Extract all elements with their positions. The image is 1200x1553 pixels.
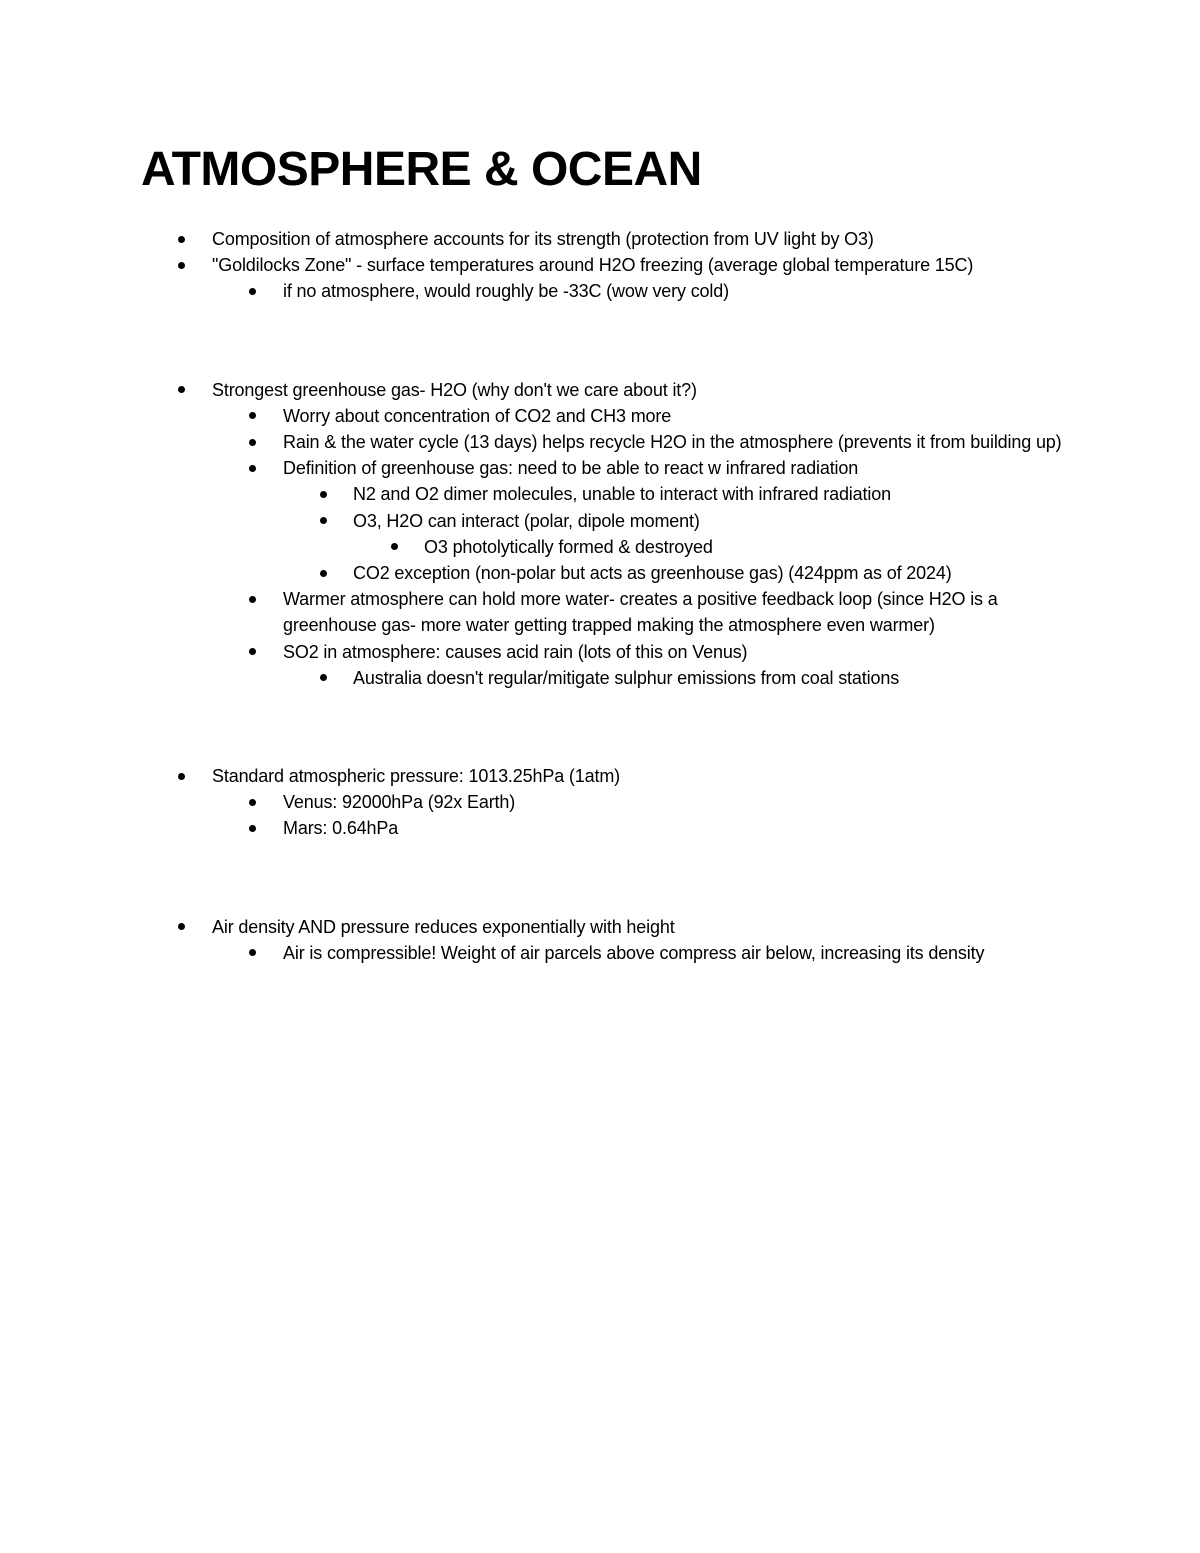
list-item-text: N2 and O2 dimer molecules, unable to interact with infrared radiation xyxy=(353,484,891,505)
bullet-icon xyxy=(249,648,256,655)
list-item xyxy=(0,639,1200,665)
bullet-icon xyxy=(178,386,185,393)
bullet-icon xyxy=(249,465,256,472)
list-item-text: O3, H2O can interact (polar, dipole moment) xyxy=(353,510,700,531)
section-spacer xyxy=(0,842,1200,914)
bullet-icon xyxy=(249,949,256,956)
bullet-icon xyxy=(178,923,185,930)
bullet-icon xyxy=(391,543,398,550)
list-item-text: "Goldilocks Zone" - surface temperatures around H2O freezing (average global temperature 15C) xyxy=(212,255,974,276)
list-item xyxy=(0,815,1200,841)
bullet-icon xyxy=(178,262,185,269)
bullet-icon xyxy=(249,288,256,295)
bullet-icon xyxy=(178,773,185,780)
list-item xyxy=(0,278,1200,304)
list-item-text: Mars: 0.64hPa xyxy=(283,818,399,839)
list-item xyxy=(0,403,1200,429)
list-item-text: Worry about concentration of CO2 and CH3 more xyxy=(283,405,672,426)
bullet-icon xyxy=(249,596,256,603)
list-item xyxy=(0,940,1200,966)
list-item xyxy=(0,508,1200,534)
list-item-text: Rain & the water cycle (13 days) helps recycle H2O in the atmosphere (prevents it from building up) xyxy=(283,432,1062,453)
list-item xyxy=(0,665,1200,691)
section-spacer xyxy=(0,691,1200,763)
list-item xyxy=(0,455,1200,481)
list-item-text: Strongest greenhouse gas- H2O (why don't we care about it?) xyxy=(212,379,697,400)
list-item-text: Standard atmospheric pressure: 1013.25hPa (1atm) xyxy=(212,766,621,787)
bullet-icon xyxy=(249,412,256,419)
bullet-icon xyxy=(249,825,256,832)
notes-section xyxy=(0,377,1200,691)
list-item xyxy=(0,534,1200,560)
list-item-text: Warmer atmosphere can hold more water- creates a positive feedback loop (since H2O is a greenhouse gas- more water getting trapped making the atmosphere even warmer) xyxy=(283,589,998,636)
list-item xyxy=(0,586,1200,638)
list-item xyxy=(0,763,1200,789)
list-item-text: CO2 exception (non-polar but acts as greenhouse gas) (424ppm as of 2024) xyxy=(353,563,952,584)
bullet-icon xyxy=(320,674,327,681)
bullet-icon xyxy=(320,570,327,577)
list-item xyxy=(0,252,1200,278)
list-item-text: Air is compressible! Weight of air parcels above compress air below, increasing its density xyxy=(283,942,985,963)
bullet-icon xyxy=(320,517,327,524)
list-item xyxy=(0,377,1200,403)
list-item-text: Australia doesn't regular/mitigate sulphur emissions from coal stations xyxy=(353,667,900,688)
list-item xyxy=(0,914,1200,940)
notes-section xyxy=(0,914,1200,966)
list-item-text: Definition of greenhouse gas: need to be able to react w infrared radiation xyxy=(283,458,859,479)
section-spacer xyxy=(0,305,1200,377)
list-item-text: Composition of atmosphere accounts for its strength (protection from UV light by O3) xyxy=(212,229,874,249)
list-item-text: Venus: 92000hPa (92x Earth) xyxy=(283,792,516,813)
bullet-icon xyxy=(249,799,256,806)
bullet-icon xyxy=(320,491,327,498)
page-title: ATMOSPHERE & OCEAN xyxy=(141,143,702,196)
list-item-text: SO2 in atmosphere: causes acid rain (lots of this on Venus) xyxy=(283,641,748,662)
list-item-text: Air density AND pressure reduces exponentially with height xyxy=(212,916,675,937)
bullet-icon xyxy=(249,439,256,446)
list-item xyxy=(0,560,1200,586)
notes-section xyxy=(0,763,1200,842)
notes-section xyxy=(0,226,1200,305)
list-item xyxy=(0,481,1200,507)
list-item xyxy=(0,789,1200,815)
bullet-icon xyxy=(178,236,185,243)
list-item-text: if no atmosphere, would roughly be -33C (wow very cold) xyxy=(283,281,729,302)
list-item xyxy=(0,429,1200,455)
list-item xyxy=(0,226,1200,252)
notes-content xyxy=(0,226,1200,966)
list-item-text: O3 photolytically formed & destroyed xyxy=(424,536,713,557)
